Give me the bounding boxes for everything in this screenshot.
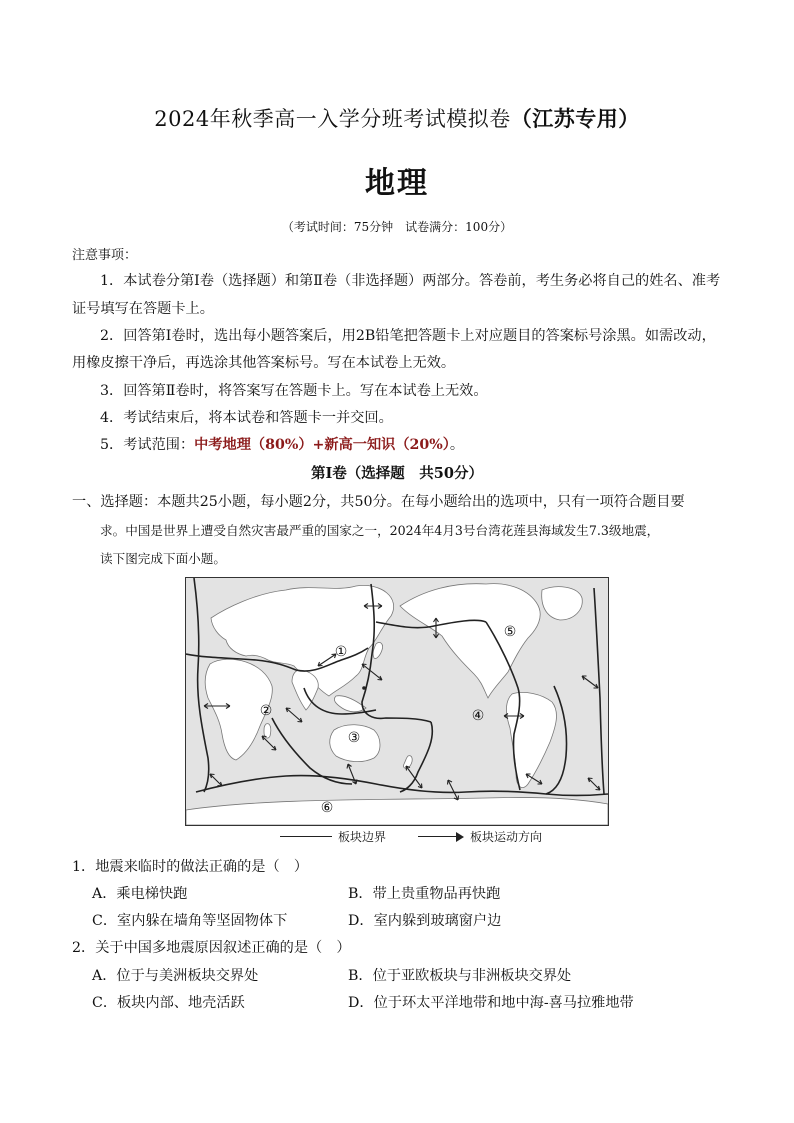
notice-line-2: 2．回答第Ⅰ卷时，选出每小题答案后，用2B铅笔把答题卡上对应题目的答案标号涂黑。如需改动， [100,328,716,344]
exam-title [0,103,794,133]
taiwan-marker [362,686,366,690]
notice-line-3: 3．回答第Ⅱ卷时，将答案写在答题卡上。写在本试卷上无效。 [100,383,488,399]
subject-title: 地理 [365,166,429,201]
notice-line-4: 4．考试结束后，将本试卷和答题卡一并交回。 [100,410,393,426]
scope-prefix: 5．考试范围： [100,437,195,453]
question-2-stem: 2．关于中国多地震原因叙述正确的是（ ） [72,940,351,956]
section-intro-line-3: 读下图完成下面小题。 [100,551,226,566]
plate-label-3: ③ [347,730,361,746]
plate-label-4: ④ [471,708,485,724]
question-2-option-d[interactable]: D．位于环太平洋地带和地中海-喜马拉雅地带 [348,995,634,1011]
legend-boundary-label: 板块边界 [338,830,387,844]
section-title: 第Ⅰ卷（选择题 共50分） [311,465,483,482]
plate-label-6: ⑥ [320,800,334,816]
plate-label-2: ② [259,703,273,719]
exam-title-suffix: （江苏专用） [510,106,640,131]
question-1-option-b[interactable]: B．带上贵重物品再快跑 [348,886,501,902]
legend-direction-label: 板块运动方向 [470,830,543,844]
plate-label-5: ⑤ [503,624,517,640]
section-intro-line-1: 一、选择题：本题共25小题，每小题2分，共50分。在每小题给出的选项中，只有一项符合题目要 [72,494,685,510]
notice-line-5 [100,434,464,454]
notice-line-2-cont: 用橡皮擦干净后，再选涂其他答案标号。写在本试卷上无效。 [72,355,456,371]
question-1-option-d[interactable]: D．室内躲到玻璃窗户边 [348,913,502,929]
time-note: （考试时间：75分钟 试卷满分：100分） [281,220,513,234]
notice-heading: 注意事项： [72,248,138,263]
question-2-option-b[interactable]: B．位于亚欧板块与非洲板块交界处 [348,968,572,984]
plate-map-svg [186,578,608,825]
notice-line-1: 1．本试卷分第Ⅰ卷（选择题）和第Ⅱ卷（非选择题）两部分。答卷前，考生务必将自己的姓名、准考 [100,273,721,289]
question-2-option-c[interactable]: C．板块内部、地壳活跃 [92,995,245,1011]
question-1-stem: 1．地震来临时的做法正确的是（ ） [72,859,309,875]
notice-line-1-cont: 证号填写在答题卡上。 [72,301,214,317]
legend-boundary-line [280,836,332,837]
scope-end: 。 [449,437,465,453]
exam-title-main: 2024年秋季高一入学分班考试模拟卷 [154,107,511,131]
map-legend [280,828,542,845]
section-intro-line-2: 求。中国是世界上遭受自然灾害最严重的国家之一，2024年4月3号台湾花莲县海域发生7.3级地震， [100,523,660,538]
question-1-option-a[interactable]: A．乘电梯快跑 [92,886,188,902]
scope-value: 中考地理（80%）+新高一知识（20%） [194,437,450,453]
question-2-option-a[interactable]: A．位于与美洲板块交界处 [92,968,259,984]
plate-map [185,577,609,826]
plate-label-1: ① [334,644,348,660]
question-1-option-c[interactable]: C．室内躲在墙角等坚固物体下 [92,913,288,929]
legend-arrow-icon [418,832,464,842]
